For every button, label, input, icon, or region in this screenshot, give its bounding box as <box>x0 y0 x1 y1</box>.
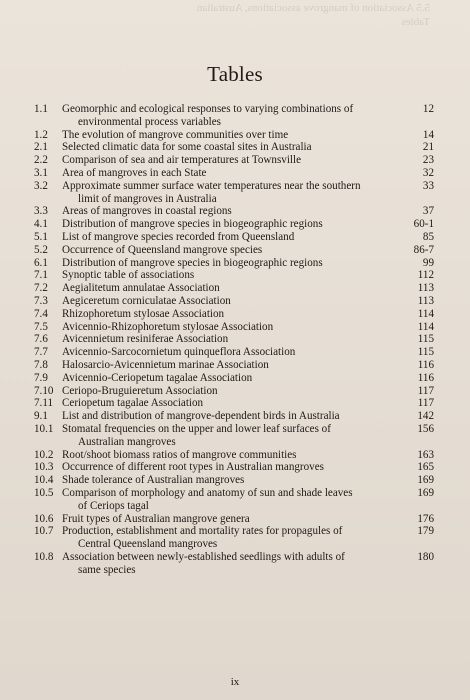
table-entry <box>34 141 434 154</box>
table-title-line: Halosarcio-Avicennietum marinae Association <box>62 358 269 371</box>
table-entry <box>34 180 434 206</box>
table-number: 10.3 <box>34 461 54 474</box>
table-entry <box>34 474 434 487</box>
table-entry <box>34 410 434 423</box>
table-page-number: 117 <box>417 384 434 397</box>
table-page-number: 99 <box>422 256 434 269</box>
table-title <box>62 269 400 282</box>
table-number: 7.10 <box>34 384 54 397</box>
table-title-line: Rhizophoretum stylosae Association <box>62 307 225 320</box>
table-page-number: 23 <box>422 154 434 167</box>
table-title <box>62 103 400 129</box>
table-title-line: Avicennio-Ceriopetum tagalae Association <box>62 371 253 384</box>
table-page-number: 114 <box>417 307 434 320</box>
table-number: 10.6 <box>34 512 54 525</box>
table-number: 3.3 <box>34 205 48 218</box>
table-page-number: 60-1 <box>413 218 434 231</box>
show-through-line: Tables <box>401 16 430 28</box>
table-title-line: Shade tolerance of Australian mangroves <box>62 474 245 487</box>
table-entry <box>34 282 434 295</box>
table-title-line: Avicennietum resiniferae Association <box>62 333 229 346</box>
table-title-line: Aegialitetum annulatae Association <box>62 282 220 295</box>
table-entry <box>34 205 434 218</box>
page-title: Tables <box>207 62 263 86</box>
table-title-line: Comparison of sea and air temperatures at Townsville <box>62 154 302 167</box>
table-entry <box>34 244 434 257</box>
table-title-line: Root/shoot biomass ratios of mangrove communities <box>62 448 297 461</box>
table-title <box>62 244 400 257</box>
table-title <box>62 308 400 321</box>
table-page-number: 86-7 <box>413 243 434 256</box>
table-title-line: Association between newly-established seedlings with adults of <box>62 550 345 563</box>
table-title-line: same species <box>78 563 136 576</box>
table-title <box>62 257 400 270</box>
table-title <box>62 385 400 398</box>
table-number: 10.4 <box>34 474 54 487</box>
table-number: 5.2 <box>34 243 48 256</box>
table-number: 7.6 <box>34 333 48 346</box>
table-title <box>62 333 400 346</box>
table-page-number: 115 <box>417 346 434 359</box>
table-page-number: 32 <box>422 166 434 179</box>
table-page-number: 142 <box>417 410 434 423</box>
table-title-line: of Ceriops tagal <box>78 499 149 512</box>
table-title <box>62 129 400 142</box>
table-number: 2.2 <box>34 154 48 167</box>
table-title-line: Production, establishment and mortality rates for propagules of <box>62 525 343 538</box>
table-number: 9.1 <box>34 410 48 423</box>
table-title <box>62 141 400 154</box>
table-page-number: 37 <box>422 205 434 218</box>
table-entry <box>34 333 434 346</box>
table-page-number: 163 <box>417 448 434 461</box>
table-entry <box>34 525 434 551</box>
table-title-line: Distribution of mangrove species in biogeographic regions <box>62 218 323 231</box>
table-page-number: 156 <box>417 422 434 435</box>
table-title <box>62 551 400 577</box>
table-number: 7.7 <box>34 346 48 359</box>
table-page-number: 117 <box>417 397 434 410</box>
table-title <box>62 487 400 513</box>
table-page-number: 113 <box>417 294 434 307</box>
table-page-number: 180 <box>417 550 434 563</box>
table-title-line: Occurrence of different root types in Australian mangroves <box>62 461 324 474</box>
table-title <box>62 154 400 167</box>
table-page-number: 176 <box>417 512 434 525</box>
show-through-line: 5.5 Association of mangrove associations, Australian <box>196 2 430 14</box>
table-page-number: 85 <box>422 230 434 243</box>
table-title <box>62 397 400 410</box>
table-number: 10.5 <box>34 486 54 499</box>
table-title <box>62 321 400 334</box>
table-number: 7.8 <box>34 358 48 371</box>
table-title-line: Approximate summer surface water temperatures near the southern <box>62 179 361 192</box>
table-title-line: Distribution of mangrove species in biogeographic regions <box>62 256 323 269</box>
table-title-line: Occurrence of Queensland mangrove species <box>62 243 263 256</box>
table-title-line: Comparison of morphology and anatomy of sun and shade leaves <box>62 486 353 499</box>
table-number: 7.4 <box>34 307 48 320</box>
table-title <box>62 449 400 462</box>
table-number: 4.1 <box>34 218 48 231</box>
table-entry <box>34 154 434 167</box>
table-entry <box>34 397 434 410</box>
table-number: 7.11 <box>34 397 54 410</box>
table-title <box>62 525 400 551</box>
table-page-number: 14 <box>422 128 434 141</box>
table-page-number: 115 <box>417 333 434 346</box>
table-title-line: Fruit types of Australian mangrove genera <box>62 512 250 525</box>
table-title-line: Australian mangroves <box>78 435 176 448</box>
table-entry <box>34 513 434 526</box>
table-entry <box>34 461 434 474</box>
table-title <box>62 474 400 487</box>
table-page-number: 12 <box>422 103 434 115</box>
table-number: 7.2 <box>34 282 48 295</box>
table-page-number: 116 <box>417 371 434 384</box>
table-entry <box>34 346 434 359</box>
table-entry <box>34 129 434 142</box>
table-title <box>62 282 400 295</box>
table-page-number: 179 <box>417 525 434 538</box>
table-entry <box>34 308 434 321</box>
table-number: 7.3 <box>34 294 48 307</box>
table-title <box>62 346 400 359</box>
table-title-line: Aegiceretum corniculatae Association <box>62 294 231 307</box>
table-title-line: Avicennio-Rhizophoretum stylosae Association <box>62 320 274 333</box>
page-folio: ix <box>230 676 240 688</box>
table-entry <box>34 103 434 129</box>
table-number: 10.8 <box>34 550 54 563</box>
table-title-line: limit of mangroves in Australia <box>78 192 217 205</box>
table-number: 1.1 <box>34 103 48 115</box>
table-title-line: Geomorphic and ecological responses to varying combinations of <box>62 103 354 115</box>
table-title <box>62 359 400 372</box>
table-entry <box>34 449 434 462</box>
table-title <box>62 180 400 206</box>
table-entry <box>34 372 434 385</box>
table-entry <box>34 231 434 244</box>
table-number: 3.1 <box>34 166 48 179</box>
table-title-line: environmental process variables <box>78 115 221 128</box>
table-entry <box>34 218 434 231</box>
table-entry <box>34 167 434 180</box>
table-number: 1.2 <box>34 128 48 141</box>
table-title <box>62 513 400 526</box>
table-title-line: The evolution of mangrove communities over time <box>62 128 289 141</box>
table-title-line: Avicennio-Sarcocornietum quinqueflora Association <box>62 346 296 359</box>
table-title <box>62 410 400 423</box>
table-number: 5.1 <box>34 230 48 243</box>
table-page-number: 113 <box>417 282 434 295</box>
table-title-line: List and distribution of mangrove-dependent birds in Australia <box>62 410 340 423</box>
table-page-number: 169 <box>417 474 434 487</box>
table-entry <box>34 257 434 270</box>
table-entry <box>34 269 434 282</box>
table-number: 10.2 <box>34 448 54 461</box>
table-number: 7.5 <box>34 320 48 333</box>
table-title-line: Ceriopetum tagalae Association <box>62 397 204 410</box>
table-title-line: Area of mangroves in each State <box>62 166 207 179</box>
table-title <box>62 372 400 385</box>
table-title <box>62 295 400 308</box>
table-entry <box>34 423 434 449</box>
table-page-number: 33 <box>422 179 434 192</box>
table-number: 6.1 <box>34 256 48 269</box>
table-title-line: Stomatal frequencies on the upper and lower leaf surfaces of <box>62 422 331 435</box>
table-number: 7.9 <box>34 371 48 384</box>
table-number: 10.7 <box>34 525 54 538</box>
table-title-line: Areas of mangroves in coastal regions <box>62 205 232 218</box>
table-page-number: 169 <box>417 486 434 499</box>
table-entry <box>34 359 434 372</box>
table-title <box>62 218 400 231</box>
table-title-line: Ceriopo-Bruguieretum Association <box>62 384 218 397</box>
table-number: 7.1 <box>34 269 48 282</box>
table-entry <box>34 295 434 308</box>
table-entry <box>34 385 434 398</box>
show-through-text <box>70 0 430 34</box>
table-entry <box>34 487 434 513</box>
tables-list <box>34 103 434 576</box>
table-page-number: 116 <box>417 358 434 371</box>
table-title <box>62 461 400 474</box>
table-page-number: 114 <box>417 320 434 333</box>
table-number: 2.1 <box>34 141 48 154</box>
table-entry <box>34 551 434 577</box>
table-entry <box>34 321 434 334</box>
table-title <box>62 423 400 449</box>
table-title-line: Central Queensland mangroves <box>78 538 218 551</box>
table-page-number: 112 <box>417 269 434 282</box>
table-title <box>62 205 400 218</box>
table-page-number: 165 <box>417 461 434 474</box>
table-page-number: 21 <box>422 141 434 154</box>
table-title <box>62 231 400 244</box>
table-title-line: Synoptic table of associations <box>62 269 195 282</box>
table-number: 10.1 <box>34 422 54 435</box>
table-number: 3.2 <box>34 179 48 192</box>
table-title-line: Selected climatic data for some coastal sites in Australia <box>62 141 312 154</box>
table-title <box>62 167 400 180</box>
table-title-line: List of mangrove species recorded from Queensland <box>62 230 295 243</box>
